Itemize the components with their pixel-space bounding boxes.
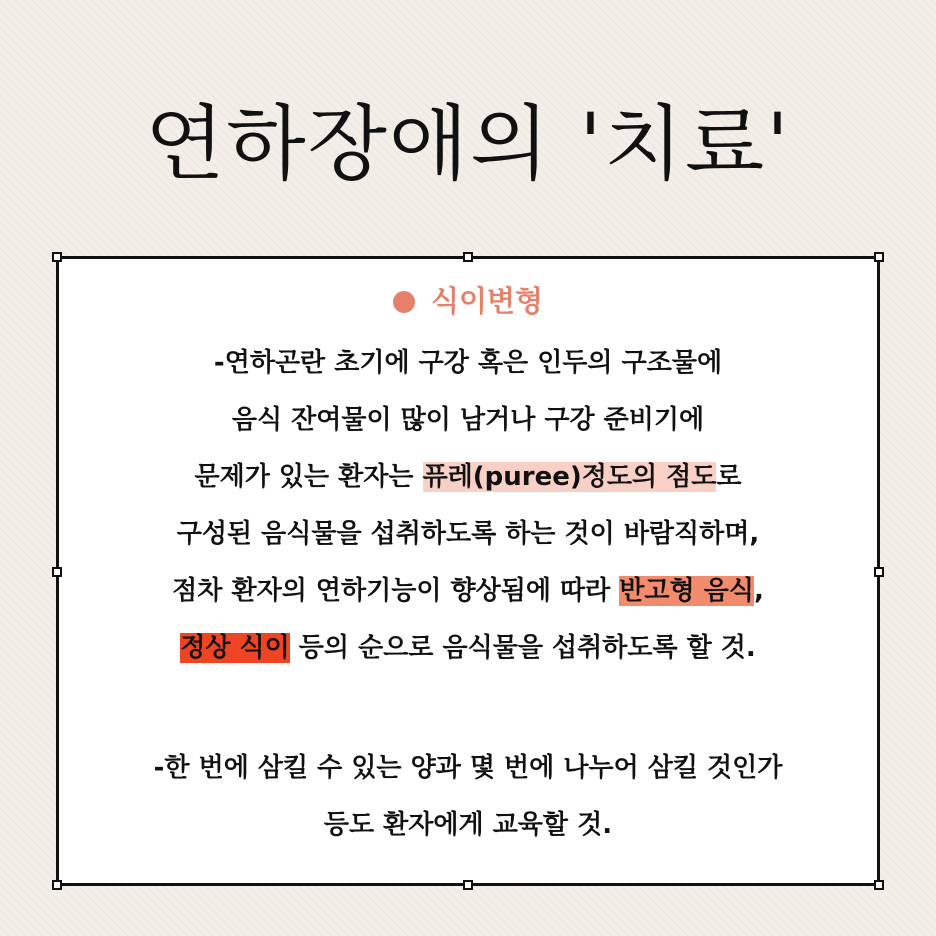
bullet-dot-icon bbox=[393, 291, 415, 313]
resize-handle-top-center[interactable] bbox=[463, 252, 473, 262]
text-line: 구성된 음식물을 섭취하도록 하는 것이 바람직하며, bbox=[176, 519, 760, 549]
text-line: 음식 잔여물이 많이 남거나 구강 준비기에 bbox=[231, 405, 705, 435]
text-line bbox=[59, 620, 877, 677]
resize-handle-bottom-center[interactable] bbox=[463, 880, 473, 890]
text-segment: 문제가 있는 환자는 bbox=[194, 462, 423, 492]
text-segment: 로 bbox=[716, 462, 742, 492]
highlight-normal-diet: 정상 식이 bbox=[180, 633, 290, 663]
content-box[interactable] bbox=[56, 256, 880, 886]
resize-handle-bottom-left[interactable] bbox=[52, 880, 62, 890]
page-title: 연하장애의 '치료' bbox=[145, 97, 791, 192]
text-segment: 등의 순으로 음식물을 섭취하도록 할 것. bbox=[289, 633, 756, 663]
paragraph-education bbox=[59, 740, 877, 854]
highlight-semisolid-food: 반고형 음식 bbox=[619, 576, 754, 606]
text-line bbox=[59, 563, 877, 620]
text-segment: 점차 환자의 연하기능이 향상됨에 따라 bbox=[172, 576, 620, 606]
section-heading bbox=[59, 281, 877, 321]
paragraph-diet-modification bbox=[59, 335, 877, 677]
resize-handle-bottom-right[interactable] bbox=[874, 880, 884, 890]
text-segment: , bbox=[753, 576, 764, 606]
highlight-puree-viscosity: 퓨레(puree)정도의 점도 bbox=[422, 462, 717, 492]
section-heading-text: 식이변형 bbox=[430, 284, 544, 318]
resize-handle-top-left[interactable] bbox=[52, 252, 62, 262]
text-line bbox=[59, 449, 877, 506]
resize-handle-top-right[interactable] bbox=[874, 252, 884, 262]
text-line: 등도 환자에게 교육할 것. bbox=[323, 810, 613, 840]
text-line: -한 번에 삼킬 수 있는 양과 몇 번에 나누어 삼킬 것인가 bbox=[153, 753, 783, 783]
text-line: -연하곤란 초기에 구강 혹은 인두의 구조물에 bbox=[213, 348, 723, 378]
